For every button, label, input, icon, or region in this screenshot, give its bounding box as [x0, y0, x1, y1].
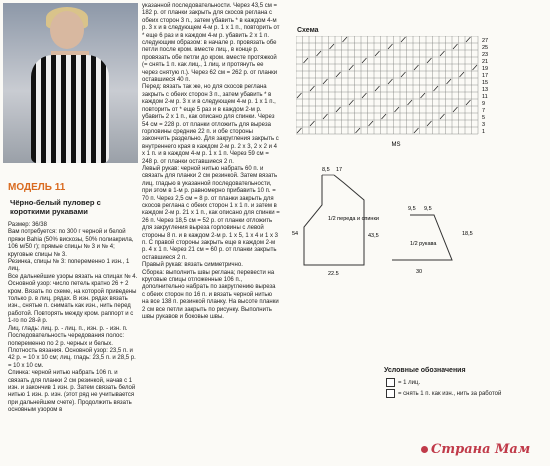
- paragraph: Размер: 36/38: [8, 222, 47, 228]
- slip-stitch-mark: [414, 128, 419, 133]
- pattern-diagrams: [292, 165, 550, 275]
- dim-height: 43,5: [368, 233, 379, 239]
- dim-sleeve-b: 9,5: [424, 206, 432, 212]
- paragraph: указанной последовательности. Через 43,5 см = 182 р. от планки закрыть для скосов реглана с обеих сторон 3 п., затем убавить * в каждом 4-м р. 3 х и в следующем 4-м р. 1 х 1 п., повторить от * еще 6 раз и в каждом 4-м р. убавить 2 х 1 п. следующим образом: в начале р. провязать обе петли после кром. вместе лиц., в конце р. провязать обе петли до кром. вместе протяжкой (= снять 1 п. как лиц., 1 лиц. и протянуть ее через снятую п.). Через 62 см = 262 р. от планки оставшиеся 40 п.: [142, 3, 280, 84]
- slip-stitch-mark: [304, 58, 309, 63]
- paragraph: Левый рукав: черной нитью набрать 60 п. и связать для планки 2 см резинкой. Затем вязать лиц. гладью в указанной последовательности, при этом в 1-м р. равномерно прибавить 10 п. = 70 п. Через 2,5 см = 8 р. от планки закрыть для скосов реглана с обеих сторон 1 х 1 п. и затем в каждом 2-м р. 21 х 1 п., как описано для спинки = 26 п. Через 18,5 см = 52 р. от планки отложить для закругления выреза горловины с левой стороны 8 п. и в каждом 2-м р. 1 х 5, 1 х 4 и 1 х 3 п. С правой стороны закрыть еще в каждом 2-м р. 4 х 1 п. Через 21 см = 60 р. от планки закрыть оставшиеся 2 п.: [142, 165, 280, 261]
- dim-sleeve-d: 18,5: [462, 231, 473, 237]
- slip-stitch-mark: [310, 121, 315, 126]
- row-number: 15: [482, 80, 489, 86]
- paragraph: Плотность вязания. Основной узор: 23,5 п. и 42 р. = 10 х 10 см; лиц. гладь: 23,5 п. и 28,5 р. = 10 х 10 см.: [8, 347, 136, 369]
- slip-stitch-mark: [349, 65, 354, 70]
- slip-stitch-mark: [453, 107, 458, 112]
- slip-stitch-mark: [395, 107, 400, 112]
- slip-stitch-mark: [473, 65, 478, 70]
- slip-stitch-mark: [440, 51, 445, 56]
- knit-symbol-icon: [386, 378, 395, 387]
- slip-stitch-mark: [323, 79, 328, 84]
- slip-stitch-mark: [466, 37, 471, 42]
- model-photo: [3, 3, 138, 163]
- row-number: 17: [482, 73, 489, 79]
- slip-stitch-mark: [401, 37, 406, 42]
- slip-stitch-mark: [375, 51, 380, 56]
- row-number: 7: [482, 108, 486, 114]
- slip-stitch-mark: [356, 128, 361, 133]
- slip-stitch-mark: [447, 79, 452, 84]
- slip-stitch-mark: [297, 93, 302, 98]
- legend-title: Условные обозначения: [384, 367, 466, 374]
- paragraph: Вам потребуется: по 300 г черной и белой пряжи Bahia (50% вискозы, 50% полиакрила, 106 м/50 г); прямые спицы № 3 и № 4; круговые спицы № 3.: [8, 229, 134, 258]
- row-number: 23: [482, 52, 489, 58]
- slip-stitch-mark: [466, 100, 471, 105]
- dim-side: 54: [292, 231, 299, 237]
- model-heading: МОДЕЛЬ 11: [8, 182, 66, 193]
- instructions-column-2: [142, 3, 280, 321]
- paragraph: Спинка: черной нитью набрать 106 п. и связать для планки 2 см резинкой, начав с 1 изн. и закончив 1 изн. р. Затем связать белой нитью 1 изн. р. изн. (этот ряд не учитывается при дальнейшем счете). Продолжить вязать основным узором в: [8, 370, 136, 414]
- slip-stitch-mark: [388, 79, 393, 84]
- slip-stitch-mark: [343, 37, 348, 42]
- slip-stitch-mark: [310, 86, 315, 91]
- row-number: 13: [482, 87, 489, 93]
- slip-stitch-mark: [427, 58, 432, 63]
- slip-stitch-mark: [460, 72, 465, 77]
- paragraph: Правый рукав: вязать симметрично.: [142, 262, 243, 269]
- knitting-chart: [296, 36, 496, 148]
- body-label: 1/2 переда и спинки: [328, 216, 379, 222]
- sleeve-label: 1/2 рукава: [410, 241, 437, 247]
- slip-stitch-mark: [330, 44, 335, 49]
- row-number: 27: [482, 38, 489, 44]
- slip-stitch-mark: [375, 86, 380, 91]
- slip-stitch-mark: [323, 114, 328, 119]
- dim-sleeve-g: 30: [416, 269, 423, 275]
- row-number: 1: [482, 129, 486, 135]
- model-title: Чёрно-белый пуловер с короткими рукавами: [10, 198, 101, 216]
- paragraph: Перед: вязать так же, но для скосов реглана закрыть с обеих сторон 3 п., затем убавить * в каждом 2-м р. 3 х и в следующем 4-м р. 1 х 1 п., повторить от * еще 5 раз и в каждом 2-м р. убавить 2 х 1 п., как описано для спинки. Через 54 см = 228 р. от планки отложить для выреза горловины средние 22 п. и обе стороны закончить раздельно. Для закругления закрыть с внутреннего края в каждом 2-м р. 2 х 3, 2 х 2 и 4 х 1 п. и в каждом 4-м р. 1 х 1 п. Через 59 см = 248 р. от планки оставшиеся 2 п.: [142, 84, 279, 165]
- slip-stitch-mark: [349, 100, 354, 105]
- slip-stitch-mark: [427, 121, 432, 126]
- slip-stitch-mark: [414, 65, 419, 70]
- slip-stitch-mark: [434, 86, 439, 91]
- slip-stitch-mark: [297, 128, 302, 133]
- slip-stitch-mark: [453, 44, 458, 49]
- row-number: 11: [482, 94, 488, 100]
- slip-stitch-mark: [369, 121, 374, 126]
- paragraph: Резинка, спицы № 3: попеременно 1 изн., 1 лиц.: [8, 259, 130, 273]
- slip-stitch-mark: [421, 93, 426, 98]
- logo-dot-icon: [421, 446, 428, 453]
- slip-stitch-mark: [388, 44, 393, 49]
- dim-top2: 17: [336, 167, 343, 173]
- legend-item-knit: = 1 лиц.: [386, 378, 536, 387]
- slip-stitch-mark: [408, 100, 413, 105]
- legend-item-slip: = снять 1 п. как изн., нить за работой: [386, 389, 536, 398]
- paragraph: Основной узор: число петель кратно 26 + 2 кром. Вязать по схеме, на которой приведены только р. в лиц. рядах. В изн. рядах вязать изн., снятые п. снимать как изн., нить перед работой. Повторять между кром. раппорт и с 1-го по 28-й р.: [8, 281, 137, 325]
- dim-bottom: 22,5: [328, 271, 339, 275]
- row-number: 9: [482, 101, 486, 107]
- row-number: 19: [482, 66, 489, 72]
- schema-label: Схема: [297, 27, 319, 34]
- slip-stitch-mark: [362, 58, 367, 63]
- slip-stitch-mark: [440, 114, 445, 119]
- paragraph: Все дальнейшие узоры вязать на спицах № 4.: [8, 273, 138, 280]
- row-number: 3: [482, 122, 486, 128]
- dim-sleeve-a: 9,5: [408, 206, 416, 212]
- paragraph: Сборка: выполнить швы реглана; перевести на круговые спицы отложенные 106 п., дополнительно набрать по закруглению выреза с обеих сторон по 16 п. и вязать черной нитью на все 138 п. резинкой планку. На высоте планки 2 см все петли закрыть по рисунку. Выполнить швы рукавов и боковые швы.: [142, 269, 279, 321]
- slip-symbol-icon: [386, 389, 395, 398]
- paragraph: Лиц. гладь: лиц. р. - лиц. п., изн. р. - изн. п.: [8, 325, 128, 332]
- instructions-column-1: [8, 222, 140, 415]
- dim-top: 8,5: [322, 167, 330, 173]
- ms-label: MS: [391, 142, 401, 148]
- row-number: 21: [482, 59, 489, 65]
- watermark: Страна Мам: [421, 442, 530, 457]
- slip-stitch-mark: [317, 51, 322, 56]
- row-number: 5: [482, 115, 486, 121]
- row-number: 25: [482, 45, 489, 51]
- slip-stitch-mark: [401, 72, 406, 77]
- paragraph: Последовательность чередования полос: попеременно по 2 р. черных и белых.: [8, 333, 125, 347]
- slip-stitch-mark: [336, 107, 341, 112]
- slip-stitch-mark: [362, 93, 367, 98]
- slip-stitch-mark: [336, 72, 341, 77]
- slip-stitch-mark: [382, 114, 387, 119]
